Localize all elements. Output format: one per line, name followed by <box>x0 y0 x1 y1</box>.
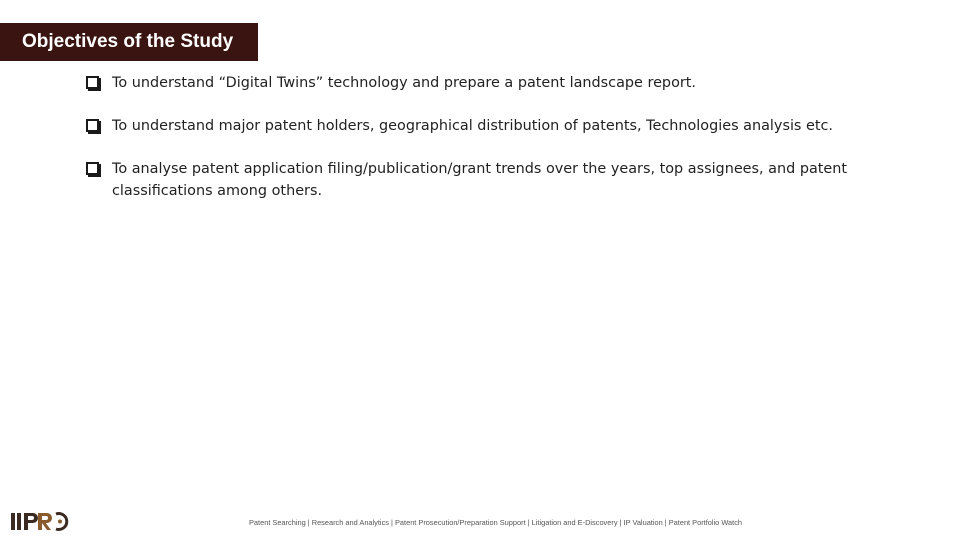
objective-text: To understand “Digital Twins” technology and prepare a patent landscape report. <box>112 75 697 91</box>
iiprd-logo-graphic <box>10 510 70 534</box>
iiprd-logo-icon <box>10 510 70 534</box>
objective-text: To understand major patent holders, geographical distribution of patents, Technologies analysis etc. <box>112 118 833 134</box>
objective-item <box>86 72 886 94</box>
objective-item <box>86 115 886 137</box>
slide-title-text: Objectives of the Study <box>22 31 234 52</box>
slide-title <box>0 23 258 61</box>
checkbox-bullet-icon <box>86 119 99 132</box>
checkbox-bullet-icon <box>86 162 99 175</box>
objective-item <box>86 158 886 202</box>
footer-services: Patent Searching | Research and Analytics | Patent Prosecution/Preparation Support | Litigation and E-Discovery | IP Valuation | Patent Portfolio Watch <box>249 518 742 527</box>
objective-text: To analyse patent application filing/publication/grant trends over the years, top assignees, and patent classifications among others. <box>112 161 848 199</box>
checkbox-bullet-icon <box>86 76 99 89</box>
objectives-list <box>86 72 886 223</box>
